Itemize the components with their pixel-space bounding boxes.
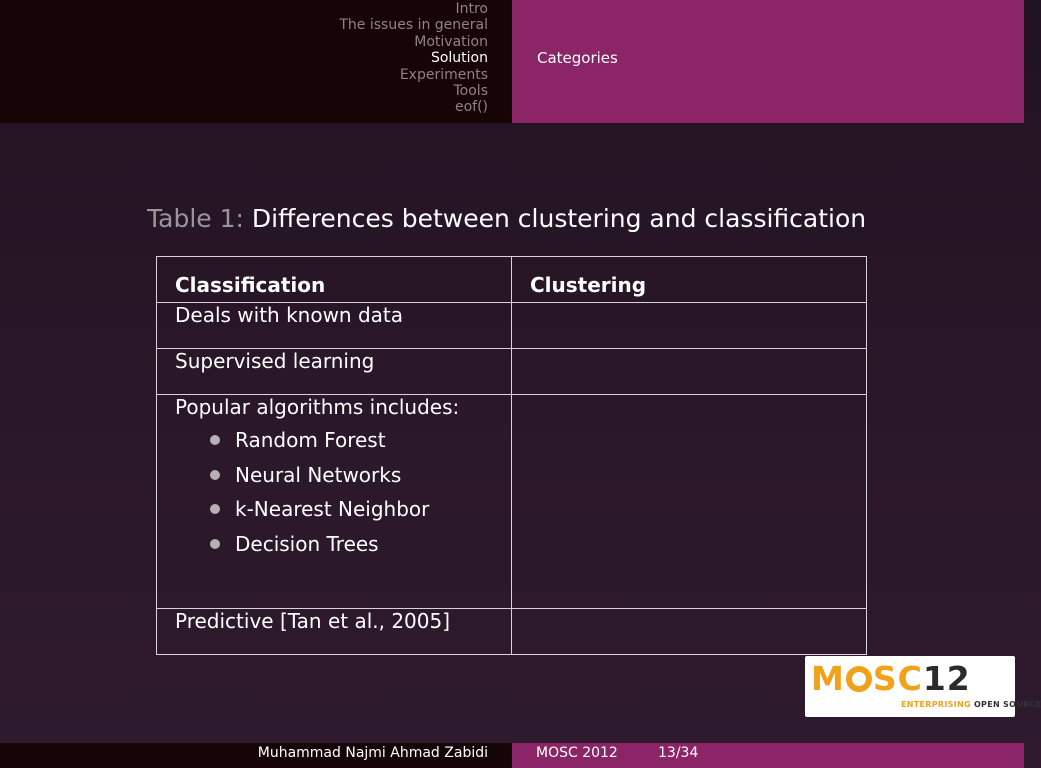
- table-header-row: [157, 257, 867, 303]
- table-cell-algorithms: [157, 395, 512, 609]
- page-number: 13/34: [658, 745, 699, 761]
- footer-author-panel: [0, 743, 512, 768]
- list-item: k-Nearest Neighbor: [207, 496, 493, 531]
- list-item: Decision Trees: [207, 531, 493, 566]
- nav-item-solution[interactable]: Solution: [430, 50, 488, 67]
- nav-item-motivation[interactable]: Motivation: [414, 33, 488, 50]
- table-cell: Supervised learning: [157, 349, 512, 395]
- caption-text: Differences between clustering and classification: [251, 204, 867, 233]
- table-cell: Deals with known data: [157, 303, 512, 349]
- table-row: [157, 303, 867, 349]
- nav-item-issues[interactable]: The issues in general: [339, 17, 488, 34]
- column-header-classification: Classification: [157, 257, 512, 303]
- table-cell: [512, 349, 867, 395]
- mosc-logo: [805, 656, 1041, 717]
- footer-conference: MOSC 2012: [536, 745, 618, 761]
- list-item: Random Forest: [207, 427, 493, 462]
- gear-icon: [846, 666, 872, 692]
- algorithms-intro: Popular algorithms includes:: [175, 395, 460, 419]
- header-navigation-panel: [0, 0, 512, 123]
- table-caption: [147, 204, 866, 233]
- section-nav: [339, 1, 488, 116]
- caption-label: Table 1:: [147, 204, 244, 233]
- nav-item-eof[interactable]: eof(): [454, 99, 488, 116]
- table-cell: [512, 303, 867, 349]
- list-item: Neural Networks: [207, 462, 493, 497]
- logo-wordmark: M SC12: [811, 659, 971, 698]
- header-section-panel: [512, 0, 1024, 123]
- logo-tagline-left: ENTERPRISING: [901, 700, 971, 709]
- table-row: [157, 395, 867, 609]
- footer-author: Muhammad Najmi Ahmad Zabidi: [257, 745, 488, 761]
- subsection-title[interactable]: Categories: [537, 49, 618, 67]
- nav-item-experiments[interactable]: Experiments: [399, 66, 488, 83]
- algorithm-list: [175, 427, 493, 566]
- table-row: [157, 349, 867, 395]
- nav-item-tools[interactable]: Tools: [453, 83, 488, 100]
- table-cell: [512, 395, 867, 609]
- table-cell: Predictive [Tan et al., 2005]: [157, 609, 512, 655]
- table-row: [157, 609, 867, 655]
- table-cell: [512, 609, 867, 655]
- logo-tagline-right: OPEN SOURCE: [973, 700, 1041, 709]
- comparison-table: [156, 256, 867, 655]
- footer-info-panel: [512, 743, 1024, 768]
- nav-item-intro[interactable]: Intro: [455, 1, 488, 17]
- column-header-clustering: Clustering: [512, 257, 867, 303]
- logo-tagline: [901, 700, 1041, 709]
